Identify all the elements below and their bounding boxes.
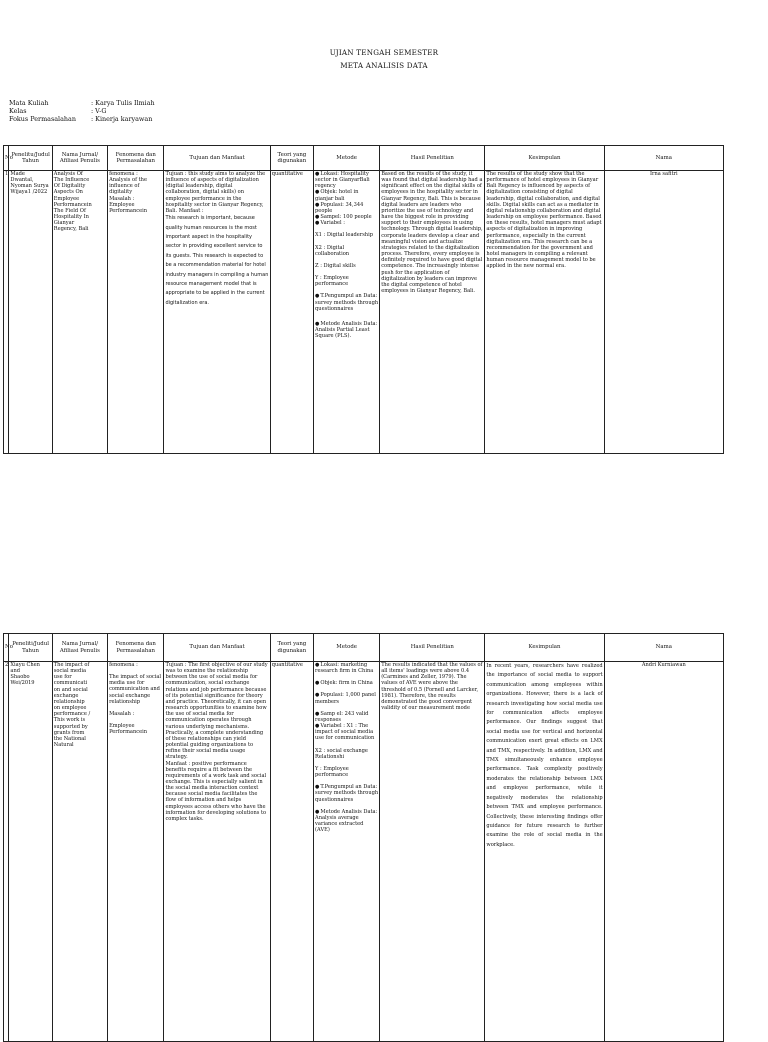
meta-value: : Kinerja karyawan <box>91 115 153 123</box>
header-hasil: Hasil Penelitian <box>380 634 485 662</box>
jurnal-line: Hospitality In <box>53 214 89 221</box>
header-nama: Nama <box>604 146 723 171</box>
header-jurnal: Nama Jurnal/ Afiliasi Penulis <box>52 634 107 662</box>
meta-row-focus <box>9 115 155 123</box>
fenomena-line: digitality <box>109 189 133 196</box>
header-peneliti: Penelitu/Judul Tahun <box>9 146 52 171</box>
jurnal-line: Analysis Of <box>53 171 83 177</box>
fenomena-line: influence of <box>109 183 140 190</box>
cell-jurnal <box>52 171 107 454</box>
cell-metode <box>314 171 380 454</box>
peneliti-line: Made <box>10 171 25 177</box>
metode-item: X1 : Digital leadership <box>315 232 373 239</box>
fenomena-line: Performancein <box>109 207 148 214</box>
metode-item: ● Samp el: 243 valid responses <box>315 711 378 723</box>
document-title: UJIAN TENGAH SEMESTER <box>329 48 439 57</box>
metode-item: ● Metode Analisis Data: Analysis average variance extracted (AVE) <box>315 809 378 834</box>
header-jurnal: Nama Jurnal/ Afiliasi Penulis <box>52 146 107 171</box>
cell-metode <box>314 662 380 1042</box>
jurnal-line: The Influence <box>53 177 90 184</box>
table-header-row <box>4 146 724 171</box>
header-fenomena: Fenomena dan Permasalahan <box>108 634 164 662</box>
jurnal-line: Of Digitality <box>53 183 86 190</box>
metode-item: ● Sampel: 100 people <box>315 214 378 220</box>
cell-no: 1 <box>4 171 9 454</box>
meta-analysis-table-1 <box>3 145 724 454</box>
document-subtitle: META ANALISIS DATA <box>340 61 428 70</box>
header-peneliti: Peneliti/Judul Tahun <box>9 634 52 662</box>
meta-row-class <box>9 107 155 115</box>
metode-item: Y : Employee performance <box>315 765 349 779</box>
fenomena-line: fenomena : <box>109 171 138 177</box>
jurnal-line: Aspects On <box>53 189 83 196</box>
metode-item: ● Populasi: 1,000 panel members <box>315 692 378 704</box>
cell-hasil: The results indicated that the values of all items' loadings were above 0.4 (Carmines and Zeller, 1979). The values of AVE were above the threshold of 0.5 (Fornell and Larcker, 1981). Therefore, the results demonstrated the good convergent validity of our measurement mode <box>380 662 485 1042</box>
metode-item: ● Populasi: 34,344 people <box>315 202 378 214</box>
manfaat-text: This research is important, because quality human resources is the most important aspect in the hospitality sector in providing excellent service to its guests. This research is expected to be a recommendation material for hotel industry managers in compiling a human resource management model that is appropriate to be applied in the current digitalization era. <box>165 215 269 306</box>
jurnal-line: Performancein <box>53 201 92 208</box>
jurnal-line: Natural <box>53 742 74 749</box>
peneliti-line: Wijaya1 /2022 <box>10 189 48 196</box>
metode-item: ● T.Pengumpul an Data: survey methods through questionnaires <box>315 784 378 802</box>
metode-item: ● Lokasi: Hospitality sector in GianyarBali regency <box>315 171 378 189</box>
metode-item: Z : Digital skills <box>315 262 356 269</box>
cell-hasil: Based on the results of the study, it was found that digital leadership had a significant effect on the digital skills of employees in the hospitality sector in Gianyar Regency, Bali. This is because digital leaders are leaders who prioritize the use of technology and have the biggest role in providing support to their employees in using technology. Through digital leadership, corporate leaders develop a clear and meaningful vision and actualize strategies related to the digitalization process. Therefore, every employee is definitely required to have good digital competence. The increasingly intense push for the application of digitalization by leaders can improve the digital competence of hotel employees in Gianyar Regency, Bali. <box>380 171 485 454</box>
metode-item: ● Objek: hotel in gianjar bali <box>315 189 378 201</box>
cell-tujuan <box>164 662 270 1042</box>
jurnal-line: The Field Of <box>53 207 86 214</box>
cell-peneliti <box>9 171 52 454</box>
cell-nama: Andri Kurniawan <box>604 662 723 1042</box>
jurnal-line: The impact of <box>53 662 90 668</box>
jurnal-line: This work is <box>53 717 86 724</box>
metode-item: ● T.Pengumpul an Data: survey methods through questionnaires <box>315 293 378 311</box>
jurnal-line: supported by <box>53 723 88 730</box>
header-no: No <box>4 146 9 171</box>
header-metode: Metode <box>314 146 380 171</box>
jurnal-line: on employee <box>53 705 87 712</box>
fenomena-line: Analysis of the <box>109 177 147 184</box>
cell-jurnal <box>52 662 107 1042</box>
cell-fenomena <box>108 171 164 454</box>
peneliti-line: Shaobo Wei/2019 <box>10 674 35 687</box>
cell-teori: quantitative <box>270 171 313 454</box>
meta-key: Fokus Permasalahan <box>9 115 76 123</box>
metode-item: ● Lokasi: marketing research firm in China <box>315 662 378 674</box>
header-tujuan: Tujuan dan Manfaat <box>164 634 270 662</box>
jurnal-line: Regency, Bali <box>53 226 89 233</box>
fenomena-line: Masalah : <box>109 710 135 717</box>
fenomena-line: Employee Performancein <box>109 723 148 736</box>
header-fenomena: Fenomena dan Permasalahan <box>108 146 164 171</box>
metode-item: ● Metode Analisis Data: Analisis Partial Least Square (PLS). <box>315 321 378 339</box>
jurnal-line: exchange <box>53 692 79 699</box>
cell-kesimpulan: In recent years, researchers have realized the importance of social media to support communication among employees within organizations. However, there is a lack of research investigating how social media use for communication affects employee performance. Our findings suggest that social media use for vertical and horizontal communication exert great effects on LMX and TMX, respectively. In addition, LMX and TMX simultaneously enhance employee performance. Task complexity positively moderates the relationship between LMX and employee performance, while it negatively moderates the relationship between TMX and employee performance. Collectively, these interesting findings offer guidance for future research to further examine the role of social media in the workplace. <box>485 662 604 1042</box>
header-hasil: Hasil Penelitian <box>380 146 485 171</box>
header-metode: Metode <box>314 634 380 662</box>
header-teori: Teori yang digunakan <box>270 634 313 662</box>
manfaat-text: Manfaat : positive performance benefits require a fit between the requirements of a work task and social exchange. This is especially salient in the social media interaction context because social media facilitates the flow of information and helps employees access others who have the information for developing solutions to complex tasks. <box>165 760 267 822</box>
jurnal-line: on and social <box>53 686 88 693</box>
jurnal-line: grants from <box>53 729 85 736</box>
header-kesimpulan: Kesimpulan <box>485 634 604 662</box>
cell-teori: quantitative <box>270 662 313 1042</box>
document-header <box>0 46 768 72</box>
peneliti-line: Nyoman Surya <box>10 183 49 190</box>
cell-peneliti <box>9 662 52 1042</box>
jurnal-line: Employee <box>53 195 80 202</box>
peneliti-line: Xiayu Chen and <box>10 662 40 675</box>
meta-key: Kelas <box>9 107 27 115</box>
metode-item: ● Variabel : <box>315 220 378 226</box>
fenomena-line: Employee <box>109 201 135 208</box>
jurnal-line: relationship <box>53 698 85 705</box>
metode-item: Y : Employee performance <box>315 275 349 288</box>
header-teori: Teori yang digunakan <box>270 146 313 171</box>
header-kesimpulan: Kesimpulan <box>485 146 604 171</box>
header-tujuan: Tujuan dan Manfaat <box>164 146 270 171</box>
meta-key: Mata Kuliah <box>9 99 49 107</box>
tujuan-text: Tujuan : The first objective of our study was to examine the relationship between the use of social media for communication, social exchange relations and job performance because of its potential significance for theory and practice. Theoretically, it can open research opportunities to examine how the use of social media for communication operates through various underlying mechanisms. Practically, a complete understanding of these relationships can yield potential guiding organizations to refine their social media usage strategy. <box>165 662 268 761</box>
header-no: No <box>4 634 9 662</box>
fenomena-line: The impact of social media use for communication and social exchange relationship <box>109 674 162 705</box>
metode-item: X2 : Digital collaboration <box>315 244 350 257</box>
jurnal-line: communicati <box>53 680 88 687</box>
cell-no: 2 <box>4 662 9 1042</box>
jurnal-line: use for <box>53 674 72 681</box>
metode-item: ● Variabel : X1 : The impact of social media use for communication <box>315 723 378 741</box>
table-row <box>4 662 724 1042</box>
document-meta <box>9 99 155 123</box>
header-nama: Nama <box>604 634 723 662</box>
cell-fenomena <box>108 662 164 1042</box>
cell-tujuan <box>164 171 270 454</box>
jurnal-line: performance / <box>53 711 91 718</box>
fenomena-line: Masalah : <box>109 195 135 202</box>
jurnal-line: the National <box>53 735 86 742</box>
fenomena-line: fenomena : <box>109 662 138 668</box>
meta-analysis-table-2 <box>3 633 724 1042</box>
jurnal-line: social media <box>53 668 86 675</box>
meta-value: : V-G <box>91 107 107 115</box>
meta-row-course <box>9 99 155 107</box>
meta-value: : Karya Tulis Ilmiah <box>91 99 155 107</box>
tujuan-text: Tujuan : this study aims to analyze the influence of aspects of digitalization (digital leadership, digital collaboration, digital skills) on employee performance in the hospitality sector in Gianyar Regency, Bali. Manfaat : <box>165 171 266 214</box>
jurnal-line: Gianyar <box>53 220 75 227</box>
metode-item: X2 : social exchange Relationshi <box>315 747 368 760</box>
metode-item: ● Objek: firm in China <box>315 680 378 686</box>
peneliti-line: Dwantal, <box>10 177 34 184</box>
cell-kesimpulan: The results of the study show that the performance of hotel employees in Gianyar Bali Regency is influenced by aspects of digitalization consisting of digital leadership, digital collaboration, and digital skills. Digital skills can act as a mediator in digital relationship collaboration and digital leadership on employee performance. Based on these results, hotel managers must adapt aspects of digitalization in improving performance, especially in the current digitalization era. This research can be a recommendation for the government and hotel managers in compiling a relevant human resource management model to be applied in the new normal era. <box>485 171 604 454</box>
cell-nama: Irna safitri <box>604 171 723 454</box>
table-row <box>4 171 724 454</box>
table-header-row <box>4 634 724 662</box>
